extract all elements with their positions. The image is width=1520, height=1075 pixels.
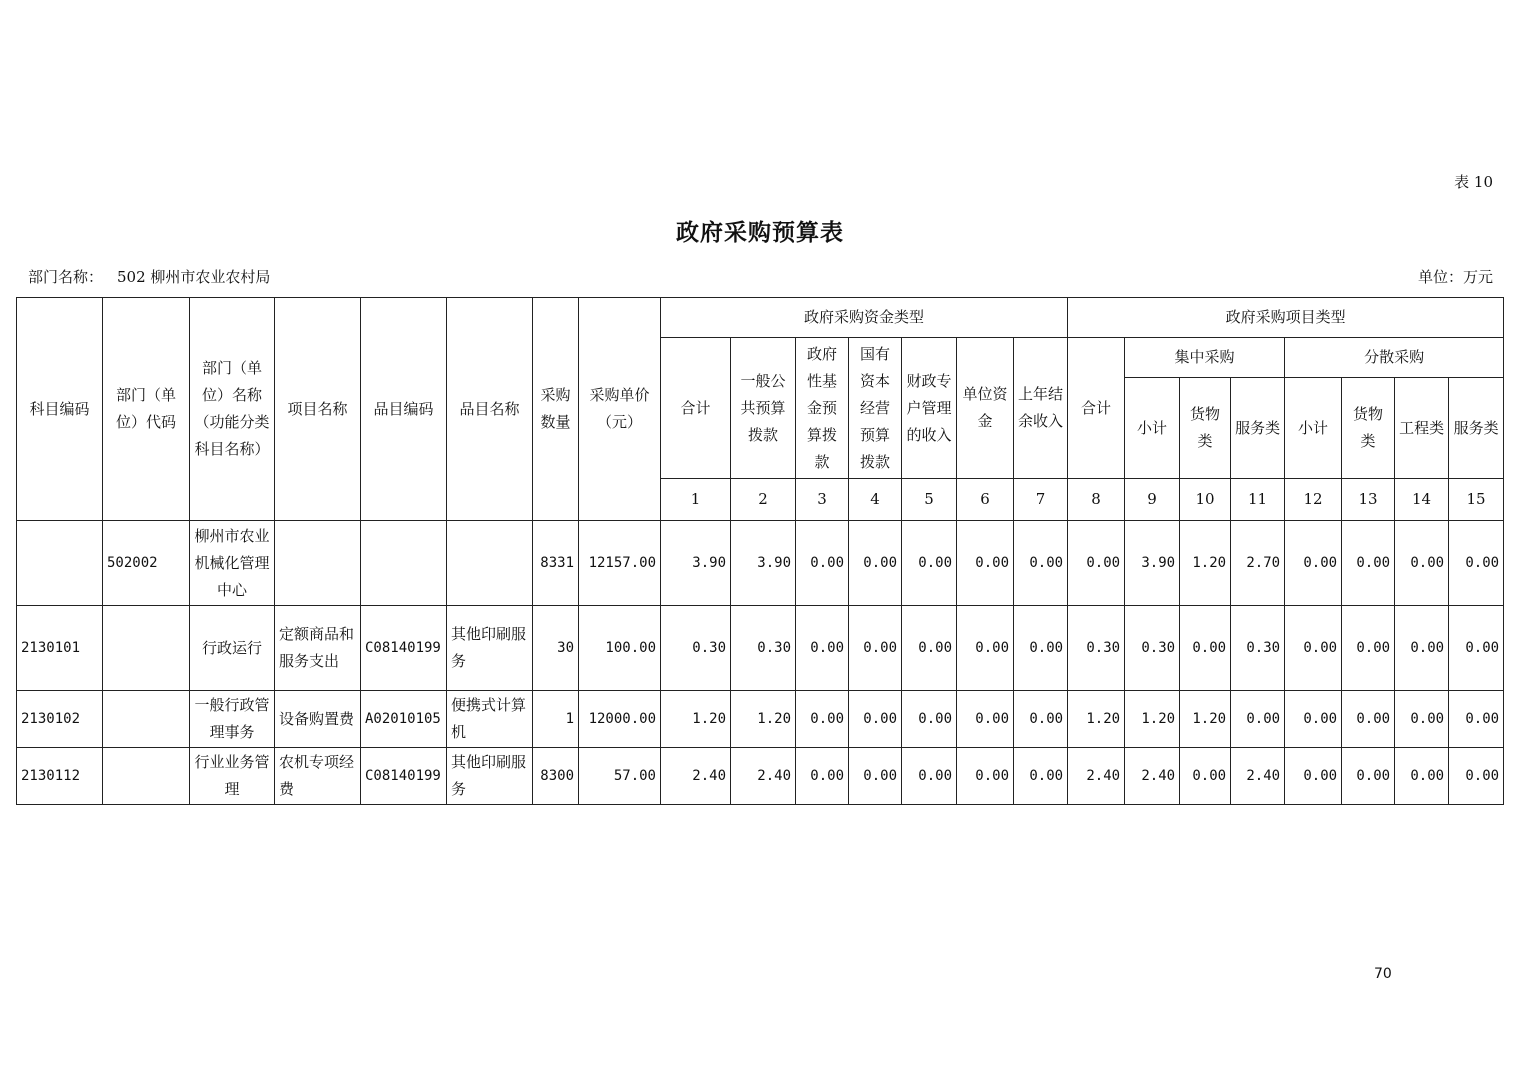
dept-code-cell: 502002 (103, 521, 190, 606)
amount-cell: 0.00 (796, 748, 849, 805)
amount-cell: 0.00 (902, 606, 957, 691)
quantity-cell: 8331 (533, 521, 579, 606)
amount-cell: 0.00 (1014, 748, 1068, 805)
amount-cell: 0.30 (731, 606, 796, 691)
amount-cell: 0.00 (1449, 521, 1504, 606)
item-name-cell: 其他印刷服务 (447, 748, 533, 805)
amount-cell: 0.00 (902, 748, 957, 805)
column-number: 6 (957, 479, 1014, 521)
column-number: 4 (849, 479, 902, 521)
amount-cell: 0.00 (1014, 606, 1068, 691)
dept-name-cell: 行业业务管理 (190, 748, 275, 805)
amount-cell: 0.00 (1395, 748, 1449, 805)
amount-cell: 1.20 (731, 691, 796, 748)
amount-cell: 0.00 (957, 606, 1014, 691)
amount-cell: 0.30 (661, 606, 731, 691)
amount-cell: 0.00 (1285, 521, 1342, 606)
header-dispersed-group: 分散采购 (1285, 338, 1504, 378)
amount-cell: 0.30 (1068, 606, 1125, 691)
department-name: 502 柳州市农业农村局 (117, 268, 271, 286)
table-row (17, 748, 1504, 805)
unit-price-cell: 57.00 (579, 748, 661, 805)
dept-code-cell (103, 748, 190, 805)
unit-price-cell: 12000.00 (579, 691, 661, 748)
header-unit-fund: 单位资金 (957, 338, 1014, 479)
amount-cell: 0.00 (849, 748, 902, 805)
amount-cell: 0.00 (1014, 691, 1068, 748)
item-code-cell: C08140199 (361, 748, 447, 805)
header-fund-total: 合计 (661, 338, 731, 479)
table-row (17, 521, 1504, 606)
amount-cell: 2.70 (1231, 521, 1285, 606)
amount-cell: 0.00 (1285, 691, 1342, 748)
amount-cell: 0.00 (849, 521, 902, 606)
amount-cell: 1.20 (1068, 691, 1125, 748)
item-name-cell: 其他印刷服务 (447, 606, 533, 691)
amount-cell: 0.30 (1125, 606, 1180, 691)
amount-cell: 0.00 (796, 691, 849, 748)
table-row (17, 606, 1504, 691)
table-row (17, 691, 1504, 748)
header-item-name: 品目名称 (447, 298, 533, 521)
header-central-goods: 货物类 (1180, 378, 1231, 479)
unit-label: 单位：万元 (1417, 268, 1493, 286)
amount-cell: 2.40 (1068, 748, 1125, 805)
amount-cell: 0.00 (902, 521, 957, 606)
header-general-budget: 一般公共预算拨款 (731, 338, 796, 479)
unit-price-cell: 100.00 (579, 606, 661, 691)
amount-cell: 1.20 (661, 691, 731, 748)
project-name-cell (275, 521, 361, 606)
amount-cell: 2.40 (1125, 748, 1180, 805)
header-dispersed-service: 服务类 (1449, 378, 1504, 479)
table-number: 表 10 (1454, 173, 1493, 191)
amount-cell: 0.00 (1342, 606, 1395, 691)
subject-code-cell (17, 521, 103, 606)
amount-cell: 0.00 (796, 606, 849, 691)
header-central-group: 集中采购 (1125, 338, 1285, 378)
dept-name-cell: 一般行政管理事务 (190, 691, 275, 748)
amount-cell: 0.00 (1342, 748, 1395, 805)
column-number: 2 (731, 479, 796, 521)
header-dispersed-subtotal: 小计 (1285, 378, 1342, 479)
amount-cell: 0.00 (902, 691, 957, 748)
procurement-budget-table (16, 297, 1504, 805)
quantity-cell: 30 (533, 606, 579, 691)
header-quantity: 采购数量 (533, 298, 579, 521)
header-subject-code: 科目编码 (17, 298, 103, 521)
amount-cell: 0.00 (1180, 606, 1231, 691)
column-number: 13 (1342, 479, 1395, 521)
dept-name-cell: 行政运行 (190, 606, 275, 691)
amount-cell: 0.00 (957, 691, 1014, 748)
amount-cell: 0.00 (1285, 606, 1342, 691)
amount-cell: 1.20 (1180, 521, 1231, 606)
header-dept-code: 部门（单位）代码 (103, 298, 190, 521)
item-code-cell: A02010105 (361, 691, 447, 748)
amount-cell: 0.00 (1449, 691, 1504, 748)
header-dispersed-engineering: 工程类 (1395, 378, 1449, 479)
amount-cell: 3.90 (1125, 521, 1180, 606)
amount-cell: 0.00 (1449, 606, 1504, 691)
amount-cell: 0.00 (1231, 691, 1285, 748)
amount-cell: 0.00 (1395, 691, 1449, 748)
amount-cell: 0.00 (957, 521, 1014, 606)
subject-code-cell: 2130102 (17, 691, 103, 748)
header-item-code: 品目编码 (361, 298, 447, 521)
column-number: 3 (796, 479, 849, 521)
item-name-cell: 便携式计算机 (447, 691, 533, 748)
amount-cell: 3.90 (661, 521, 731, 606)
project-name-cell: 农机专项经费 (275, 748, 361, 805)
header-fund-type-group: 政府采购资金类型 (661, 298, 1068, 338)
quantity-cell: 8300 (533, 748, 579, 805)
department-label: 部门名称： (28, 268, 104, 286)
column-number: 15 (1449, 479, 1504, 521)
unit-price-cell: 12157.00 (579, 521, 661, 606)
column-number: 8 (1068, 479, 1125, 521)
amount-cell: 0.00 (849, 606, 902, 691)
header-project-name: 项目名称 (275, 298, 361, 521)
amount-cell: 2.40 (731, 748, 796, 805)
column-number: 10 (1180, 479, 1231, 521)
page-title: 政府采购预算表 (676, 219, 844, 246)
amount-cell: 0.00 (1449, 748, 1504, 805)
amount-cell: 2.40 (661, 748, 731, 805)
dept-code-cell (103, 691, 190, 748)
quantity-cell: 1 (533, 691, 579, 748)
subject-code-cell: 2130101 (17, 606, 103, 691)
amount-cell: 0.00 (957, 748, 1014, 805)
header-prior-year-balance: 上年结余收入 (1014, 338, 1068, 479)
amount-cell: 0.00 (1068, 521, 1125, 606)
amount-cell: 1.20 (1180, 691, 1231, 748)
header-project-total: 合计 (1068, 338, 1125, 479)
header-unit-price: 采购单价（元） (579, 298, 661, 521)
header-dept-name: 部门（单位）名称（功能分类科目名称） (190, 298, 275, 521)
amount-cell: 2.40 (1231, 748, 1285, 805)
amount-cell: 0.00 (1342, 521, 1395, 606)
header-gov-fund-budget: 政府性基金预算拨款 (796, 338, 849, 479)
amount-cell: 0.00 (1285, 748, 1342, 805)
project-name-cell: 定额商品和服务支出 (275, 606, 361, 691)
item-code-cell (361, 521, 447, 606)
header-central-service: 服务类 (1231, 378, 1285, 479)
project-name-cell: 设备购置费 (275, 691, 361, 748)
header-central-subtotal: 小计 (1125, 378, 1180, 479)
subject-code-cell: 2130112 (17, 748, 103, 805)
column-number: 7 (1014, 479, 1068, 521)
amount-cell: 0.00 (849, 691, 902, 748)
column-number: 1 (661, 479, 731, 521)
dept-code-cell (103, 606, 190, 691)
column-number: 11 (1231, 479, 1285, 521)
column-number: 5 (902, 479, 957, 521)
page-number: 70 (1374, 966, 1392, 982)
header-dispersed-goods: 货物类 (1342, 378, 1395, 479)
column-number: 9 (1125, 479, 1180, 521)
column-number: 14 (1395, 479, 1449, 521)
dept-name-cell: 柳州市农业机械化管理中心 (190, 521, 275, 606)
header-project-type-group: 政府采购项目类型 (1068, 298, 1504, 338)
table-body (17, 521, 1504, 805)
amount-cell: 1.20 (1125, 691, 1180, 748)
header-state-capital-budget: 国有资本经营预算拨款 (849, 338, 902, 479)
column-number: 12 (1285, 479, 1342, 521)
amount-cell: 0.00 (1180, 748, 1231, 805)
amount-cell: 0.00 (1014, 521, 1068, 606)
item-name-cell (447, 521, 533, 606)
amount-cell: 3.90 (731, 521, 796, 606)
header-fiscal-special: 财政专户管理的收入 (902, 338, 957, 479)
amount-cell: 0.00 (1395, 521, 1449, 606)
amount-cell: 0.00 (1342, 691, 1395, 748)
department-line (28, 266, 270, 287)
amount-cell: 0.00 (1395, 606, 1449, 691)
amount-cell: 0.30 (1231, 606, 1285, 691)
item-code-cell: C08140199 (361, 606, 447, 691)
amount-cell: 0.00 (796, 521, 849, 606)
